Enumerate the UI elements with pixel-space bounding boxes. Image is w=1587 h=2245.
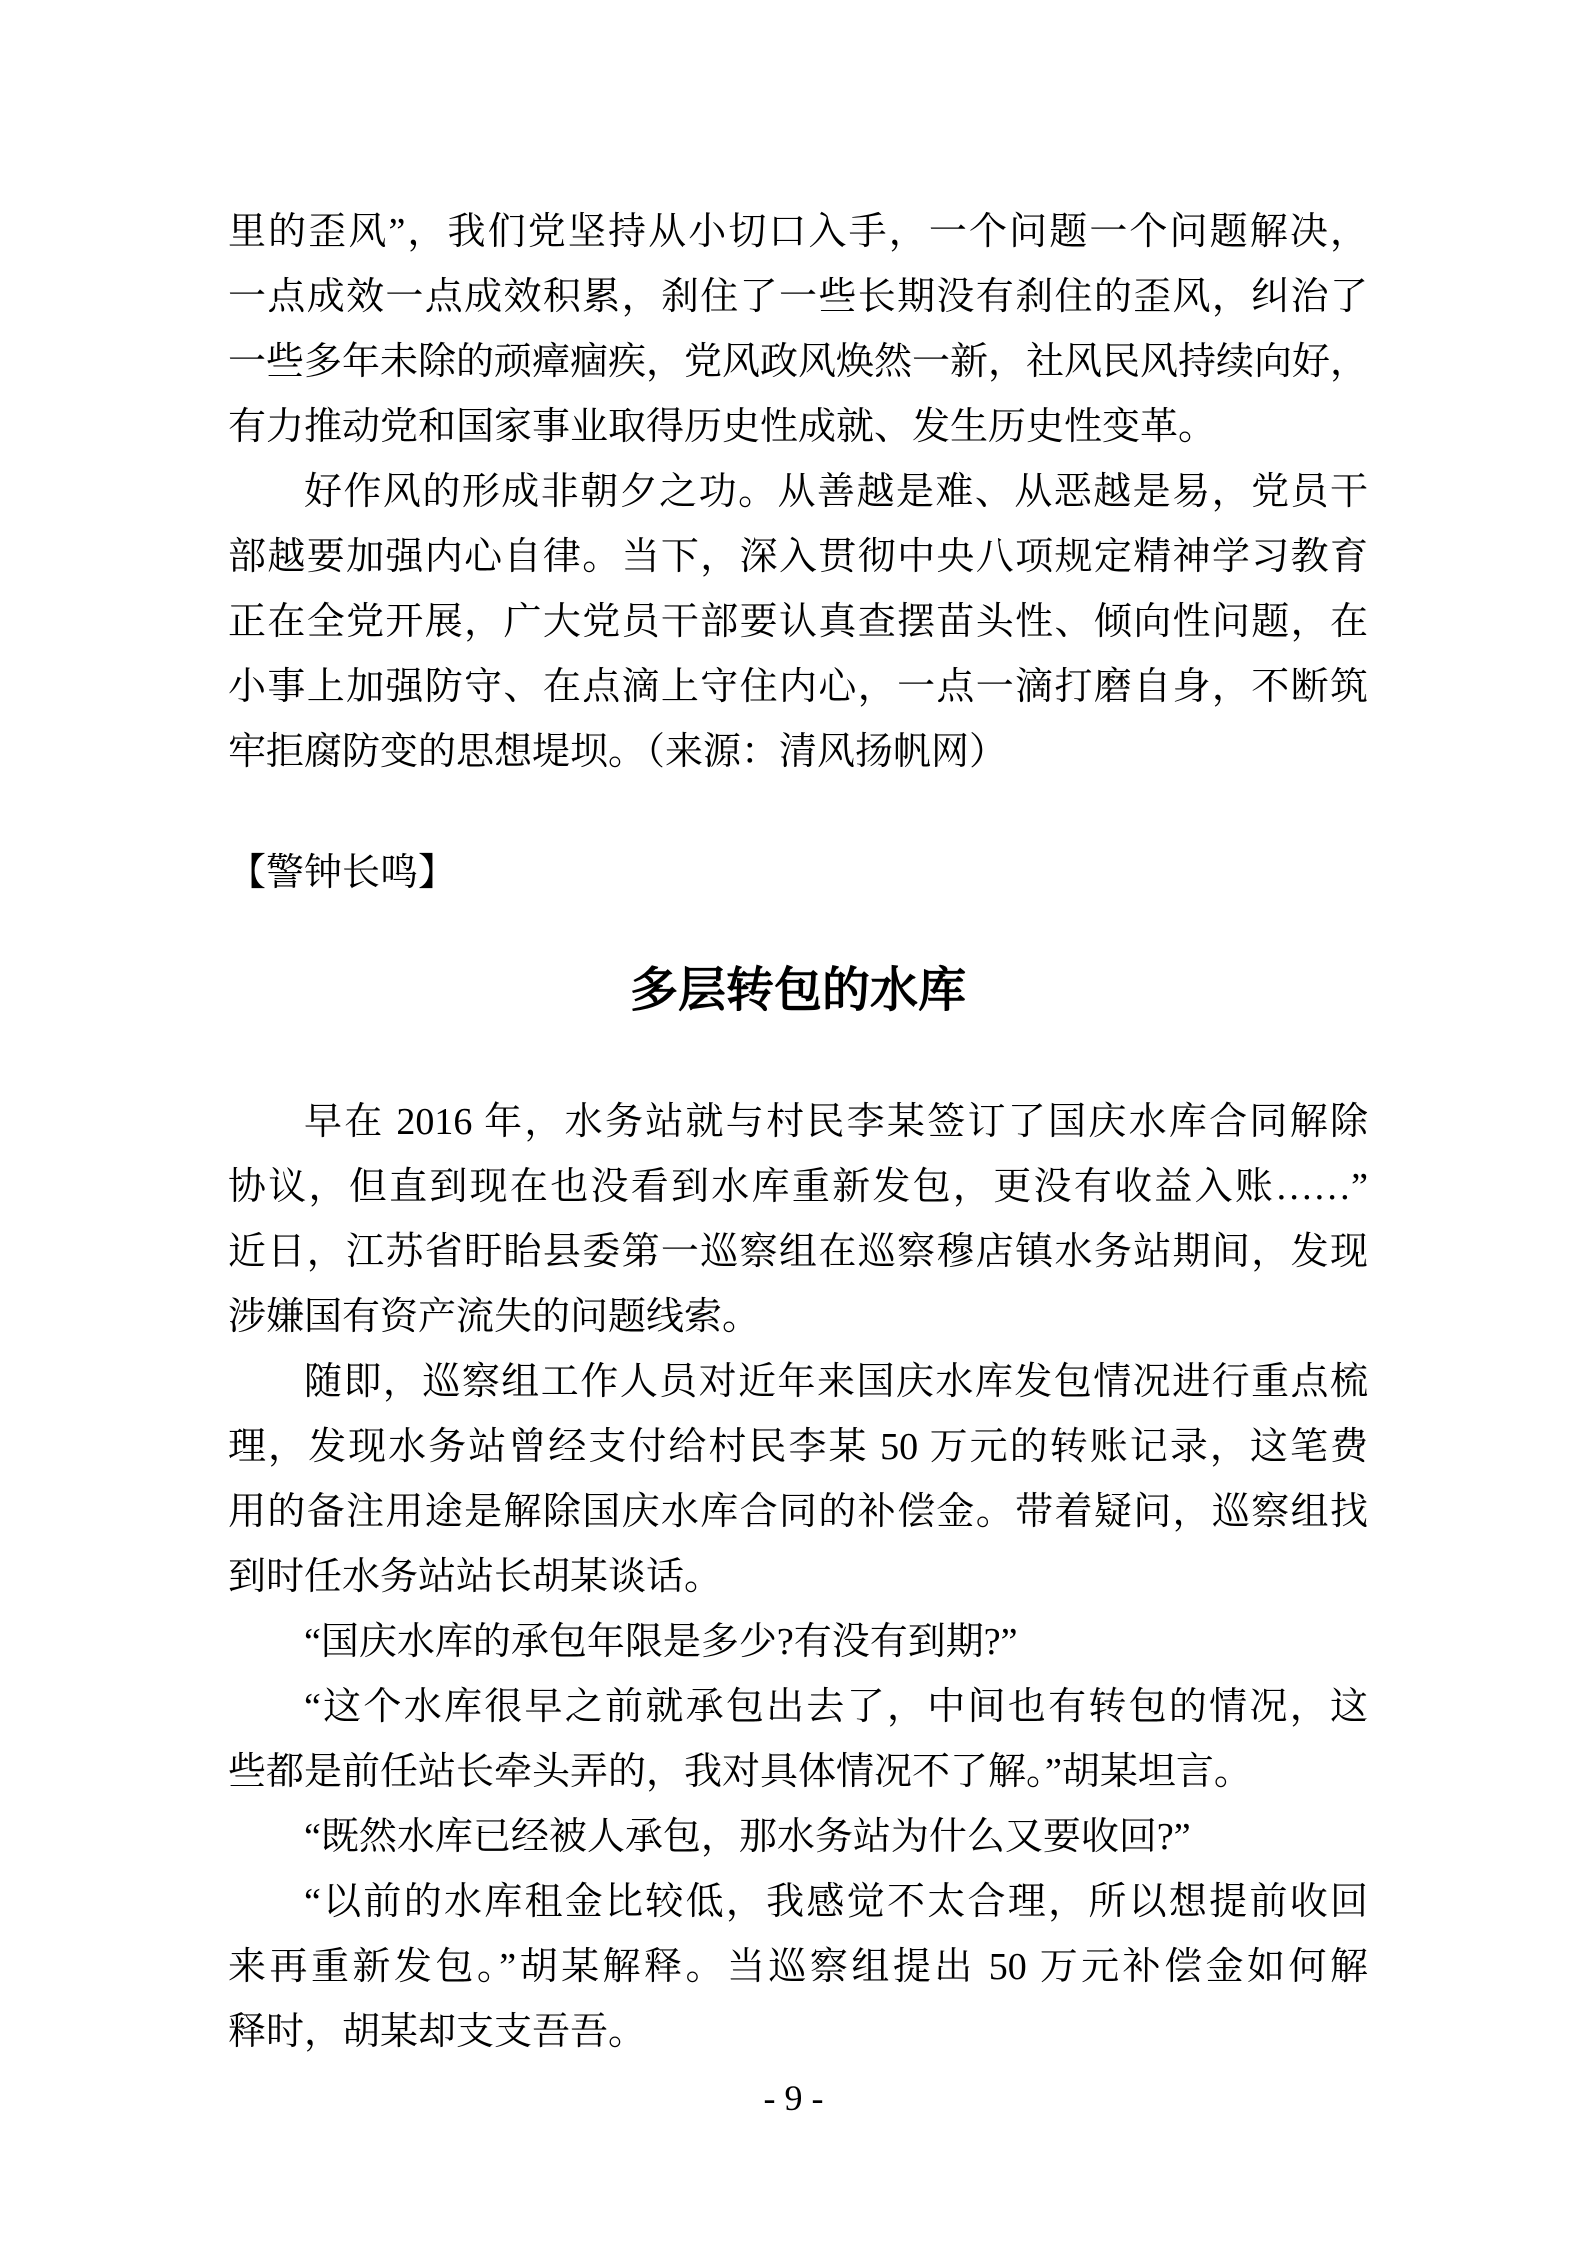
- text-line: 到时任水务站站长胡某谈话。: [228, 1556, 723, 1598]
- text-line: “国庆水库的承包年限是多少?有没有到期?”: [304, 1621, 1018, 1663]
- text-line: 早在 2016 年，水务站就与村民李某签订了国庆水库合同解除: [304, 1101, 1368, 1143]
- text-line: 牢拒腐防变的思想堤坝。（来源：清风扬帆网）: [228, 731, 1008, 773]
- text-line: 涉嫌国有资产流失的问题线索。: [228, 1296, 761, 1338]
- text-line: 小事上加强防守、在点滴上守住内心，一点一滴打磨自身，不断筑: [228, 666, 1368, 708]
- text-line: “以前的水库租金比较低，我感觉不太合理，所以想提前收回: [304, 1881, 1368, 1923]
- text-line: 释时，胡某却支支吾吾。: [228, 2011, 647, 2053]
- text-line: 随即，巡察组工作人员对近年来国庆水库发包情况进行重点梳: [304, 1361, 1368, 1403]
- text-line: 好作风的形成非朝夕之功。从善越是难、从恶越是易，党员干: [304, 471, 1368, 513]
- text-line: 些都是前任站长牵头弄的，我对具体情况不了解。”胡某坦言。: [228, 1751, 1252, 1793]
- text-line: 来再重新发包。”胡某解释。当巡察组提出 50 万元补偿金如何解: [228, 1946, 1368, 1988]
- text-line: 有力推动党和国家事业取得历史性成就、发生历史性变革。: [228, 406, 1217, 448]
- text-line: 理，发现水务站曾经支付给村民李某 50 万元的转账记录，这笔费: [228, 1426, 1368, 1468]
- paragraph: [228, 460, 1368, 785]
- text-line: 一点成效一点成效积累，刹住了一些长期没有刹住的歪风，纠治了: [228, 276, 1368, 318]
- paragraph: [228, 1805, 1368, 1870]
- document-body: [228, 200, 1368, 2065]
- text-line: “既然水库已经被人承包，那水务站为什么又要收回?”: [304, 1816, 1191, 1858]
- text-line: 协议，但直到现在也没看到水库重新发包，更没有收益入账……”: [228, 1166, 1368, 1208]
- paragraph: [228, 1350, 1368, 1610]
- article-title: 多层转包的水库: [629, 964, 966, 1017]
- text-line: 一些多年未除的顽瘴痼疾，党风政风焕然一新，社风民风持续向好，: [228, 341, 1369, 383]
- section-label: 【警钟长鸣】: [228, 852, 457, 894]
- paragraph: [228, 200, 1368, 460]
- text-line: 近日，江苏省盱眙县委第一巡察组在巡察穆店镇水务站期间，发现: [228, 1231, 1368, 1273]
- text-line: “这个水库很早之前就承包出去了，中间也有转包的情况，这: [304, 1686, 1368, 1728]
- paragraph: [228, 1675, 1368, 1805]
- text-line: 部越要加强内心自律。当下，深入贯彻中央八项规定精神学习教育: [228, 536, 1368, 578]
- page-number: - 9 -: [763, 2078, 824, 2118]
- text-line: 里的歪风”，我们党坚持从小切口入手，一个问题一个问题解决，: [228, 211, 1368, 253]
- paragraph: [228, 1870, 1368, 2065]
- text-line: 正在全党开展，广大党员干部要认真查摆苗头性、倾向性问题，在: [228, 601, 1368, 643]
- text-line: 用的备注用途是解除国庆水库合同的补偿金。带着疑问，巡察组找: [228, 1491, 1368, 1533]
- paragraph: [228, 1610, 1368, 1675]
- paragraph: [228, 1090, 1368, 1350]
